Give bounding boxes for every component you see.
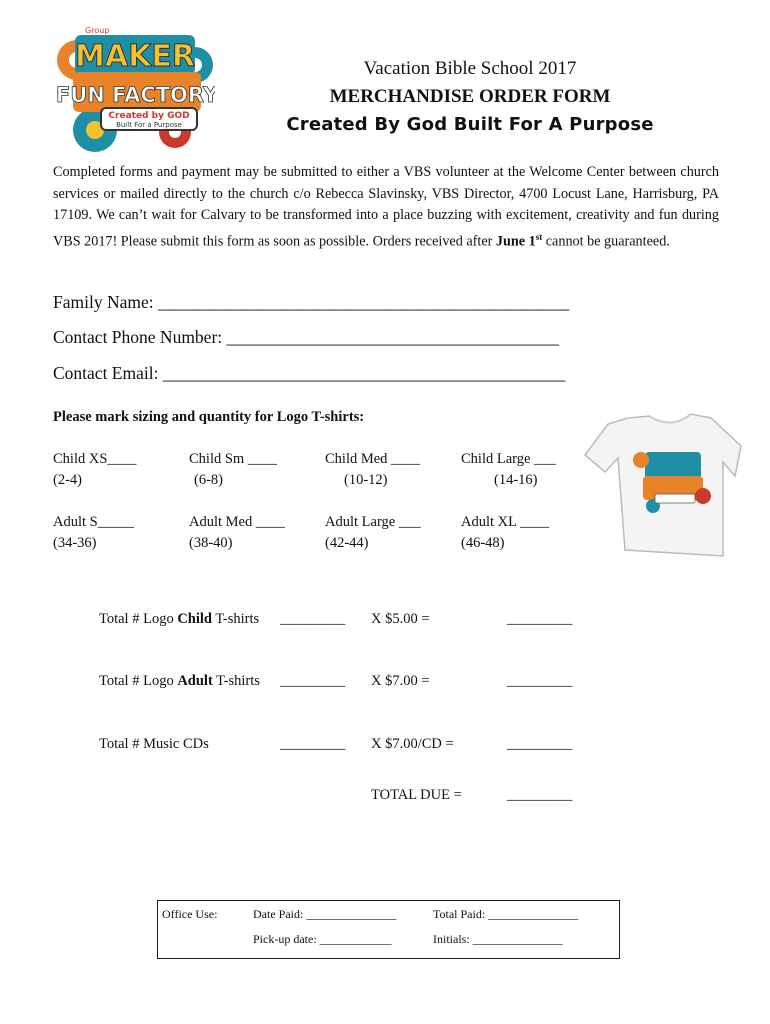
phone-field[interactable]: Contact Phone Number: ______________________________________ bbox=[53, 327, 560, 347]
maker-fun-factory-logo bbox=[55, 20, 215, 155]
total-due-label: TOTAL DUE = bbox=[371, 787, 462, 803]
logo-small-text: Group bbox=[85, 26, 110, 35]
tshirt-heading: Please mark sizing and quantity for Logo T-shirts: bbox=[53, 409, 365, 425]
cd-total-price: X $7.00/CD = bbox=[371, 736, 454, 752]
child-total-suffix: T-shirts bbox=[212, 611, 260, 627]
child-total-qty-field[interactable]: _________ bbox=[280, 611, 346, 627]
cd-total-amount-field[interactable]: _________ bbox=[507, 736, 573, 752]
deadline-suffix: st bbox=[535, 231, 543, 242]
adult-xl-range: (46-48) bbox=[461, 535, 505, 551]
cd-total-qty-field[interactable]: _________ bbox=[280, 736, 346, 752]
cd-total-label: Total # Music CDs bbox=[99, 736, 209, 752]
child-large-range: (14-16) bbox=[494, 472, 538, 488]
child-total-label bbox=[99, 611, 259, 628]
logo-tagline1: Created by GOD bbox=[108, 111, 190, 121]
adult-s-range: (34-36) bbox=[53, 535, 97, 551]
form-title: MERCHANDISE ORDER FORM bbox=[329, 86, 611, 107]
child-sm-range: (6-8) bbox=[194, 472, 223, 488]
adult-total-label bbox=[99, 673, 260, 690]
adult-total-price: X $7.00 = bbox=[371, 673, 430, 689]
logo-line1: MAKER bbox=[75, 39, 195, 74]
adult-xl-size[interactable]: Adult XL ____ bbox=[461, 514, 550, 530]
child-med-size[interactable]: Child Med ____ bbox=[325, 451, 421, 467]
initials-field[interactable]: Initials: _______________ bbox=[433, 932, 563, 946]
family-name-field[interactable]: Family Name: _______________________________________________ bbox=[53, 292, 570, 312]
adult-med-size[interactable]: Adult Med ____ bbox=[189, 514, 285, 530]
child-sm-size[interactable]: Child Sm ____ bbox=[189, 451, 277, 467]
child-xs-size[interactable]: Child XS____ bbox=[53, 451, 137, 467]
adult-s-size[interactable]: Adult S_____ bbox=[53, 514, 134, 530]
adult-total-suffix: T-shirts bbox=[212, 673, 260, 689]
adult-large-range: (42-44) bbox=[325, 535, 369, 551]
adult-total-qty-field[interactable]: _________ bbox=[280, 673, 346, 689]
adult-total-bold: Adult bbox=[177, 673, 213, 689]
email-field[interactable]: Contact Email: ______________________________________________ bbox=[53, 363, 566, 383]
tshirt-image bbox=[583, 410, 743, 560]
child-large-size[interactable]: Child Large ___ bbox=[461, 451, 556, 467]
adult-large-size[interactable]: Adult Large ___ bbox=[325, 514, 421, 530]
child-total-bold: Child bbox=[177, 611, 212, 627]
office-use-label: Office Use: bbox=[162, 907, 218, 921]
pickup-date-field[interactable]: Pick-up date: ____________ bbox=[253, 932, 392, 946]
child-total-prefix: Total # Logo bbox=[99, 611, 178, 627]
child-total-price: X $5.00 = bbox=[371, 611, 430, 627]
theme-title: Created By God Built For A Purpose bbox=[286, 114, 654, 135]
logo-tagline2: Built For a Purpose bbox=[116, 121, 182, 129]
intro-end: cannot be guaranteed. bbox=[542, 233, 670, 250]
office-use-box bbox=[157, 900, 620, 959]
adult-med-range: (38-40) bbox=[189, 535, 233, 551]
child-total-amount-field[interactable]: _________ bbox=[507, 611, 573, 627]
total-paid-field[interactable]: Total Paid: _______________ bbox=[433, 907, 579, 921]
intro-paragraph bbox=[53, 162, 719, 253]
deadline-date: June 1 bbox=[495, 233, 536, 250]
child-med-range: (10-12) bbox=[344, 472, 388, 488]
logo-line2: FUN FACTORY bbox=[55, 83, 215, 107]
page-title: Vacation Bible School 2017 bbox=[363, 58, 577, 79]
child-xs-range: (2-4) bbox=[53, 472, 82, 488]
adult-total-prefix: Total # Logo bbox=[99, 673, 178, 689]
total-due-amount-field[interactable]: _________ bbox=[507, 787, 573, 803]
intro-text: Completed forms and payment may be submitted to either a VBS volunteer at the Welcome Center between church services or mailed directly to the church c/o Rebecca Slavinsky, VBS Director, 4700 Locust Lane, Harrisburg, PA 17109. We can’t wait for Calvary to be transformed into a place buzzing with excitement, creativity and fun during VBS 2017! Please submit this form as soon as possible. Orders received after bbox=[53, 164, 719, 250]
date-paid-field[interactable]: Date Paid: _______________ bbox=[253, 907, 397, 921]
adult-total-amount-field[interactable]: _________ bbox=[507, 673, 573, 689]
